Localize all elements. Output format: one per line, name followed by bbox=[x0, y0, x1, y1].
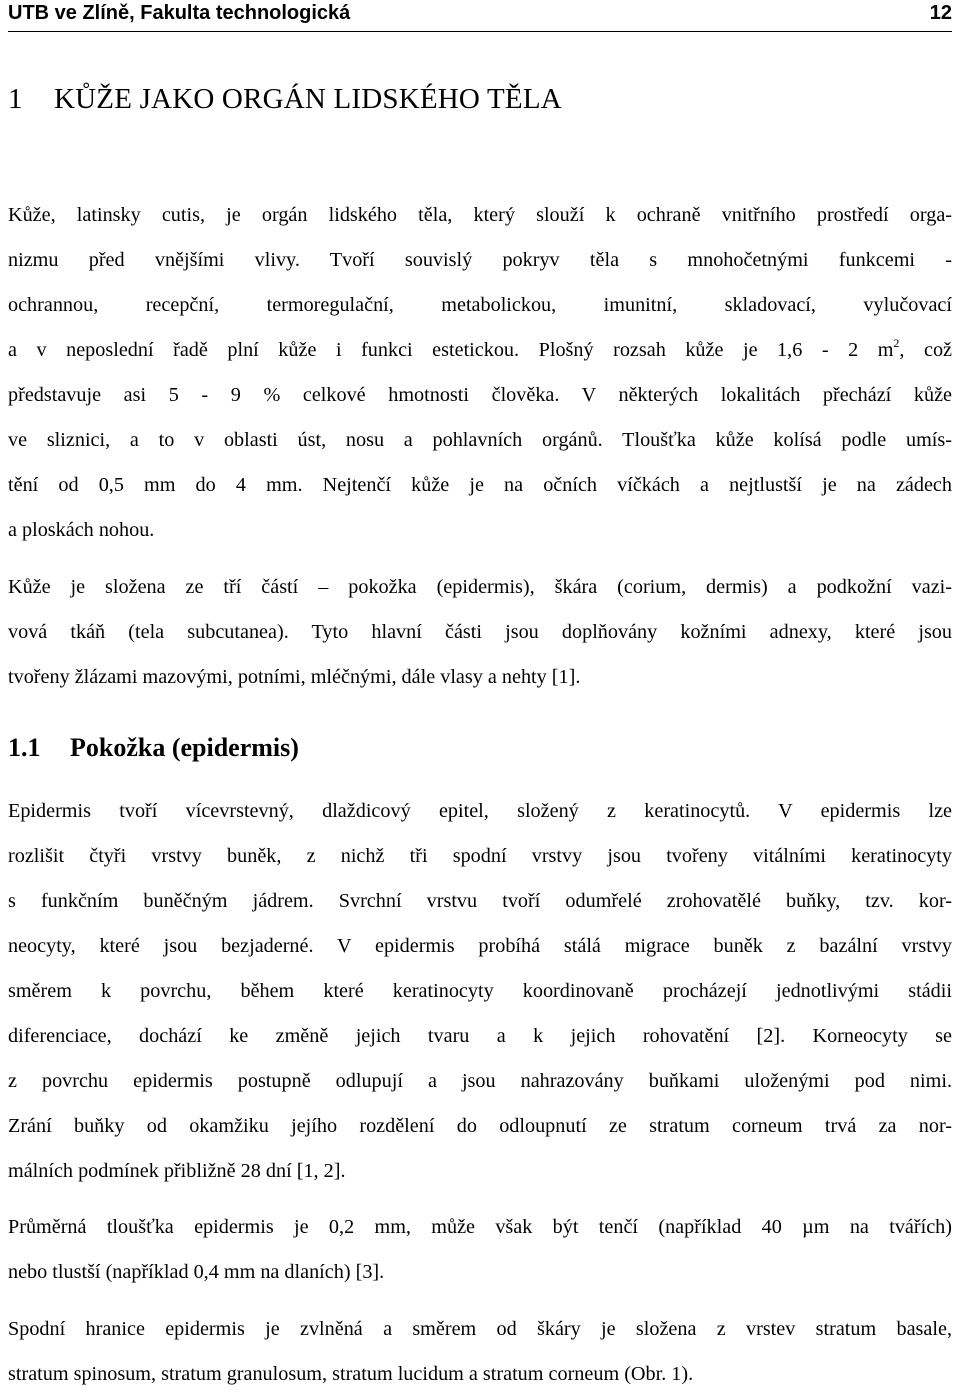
text-line: ochrannou, recepční, termoregulační, metabolickou, imunitní, skladovací, vylučovací bbox=[8, 294, 952, 316]
text-line: Průměrná tloušťka epidermis je 0,2 mm, může však být tenčí (například 40 µm na tvářích) bbox=[8, 1216, 952, 1238]
text-line-part: a v neposlední řadě plní kůže i funkci estetickou. Plošný rozsah kůže je 1,6 - 2 m bbox=[8, 339, 894, 361]
text-line: tění od 0,5 mm do 4 mm. Nejtenčí kůže je na očních víčkách a nejtlustší je na zádech bbox=[8, 474, 952, 496]
text-line-with-superscript bbox=[8, 328, 952, 373]
header-page-number: 12 bbox=[929, 2, 952, 24]
text-line: stratum spinosum, stratum granulosum, stratum lucidum a stratum corneum (Obr. 1). bbox=[8, 1363, 694, 1385]
text-line: směrem k povrchu, během které keratinocyty koordinovaně procházejí jednotlivými stádii bbox=[8, 980, 952, 1002]
text-line: tvořeny žlázami mazovými, potními, mléčnými, dále vlasy a nehty [1]. bbox=[8, 666, 581, 688]
text-line: diferenciace, dochází ke změně jejich tvaru a k jejich rohovatění [2]. Korneocyty se bbox=[8, 1025, 952, 1047]
text-line: s funkčním buněčným jádrem. Svrchní vrstvu tvoří odumřelé zrohovatělé buňky, tzv. kor- bbox=[8, 890, 952, 912]
text-line: ve sliznici, a to v oblasti úst, nosu a pohlavních orgánů. Tloušťka kůže kolísá podle umís- bbox=[8, 429, 952, 451]
paragraph-epidermis-thickness bbox=[8, 1205, 952, 1295]
text-line: Kůže, latinsky cutis, je orgán lidského těla, který slouží k ochraně vnitřního prostředí orga- bbox=[8, 204, 952, 226]
chapter-number: 1 bbox=[8, 83, 23, 115]
text-line: představuje asi 5 - 9 % celkové hmotnosti člověka. V některých lokalitách přechází kůže bbox=[8, 384, 952, 406]
text-line: nizmu před vnějšími vlivy. Tvoří souvislý pokryv těla s mnohočetnými funkcemi - bbox=[8, 249, 952, 271]
text-line: Zrání buňky od okamžiku jejího rozdělení do odloupnutí ze stratum corneum trvá za nor- bbox=[8, 1115, 952, 1137]
chapter-title: KŮŽE JAKO ORGÁN LIDSKÉHO TĚLA bbox=[54, 83, 562, 115]
header-divider bbox=[8, 31, 952, 32]
header-institution: UTB ve Zlíně, Fakulta technologická bbox=[8, 2, 351, 24]
chapter-heading bbox=[8, 80, 562, 118]
section-number: 1.1 bbox=[8, 733, 41, 762]
text-line: Spodní hranice epidermis je zvlněná a směrem od škáry je složena z vrstev stratum basale, bbox=[8, 1318, 952, 1340]
text-line: a ploskách nohou. bbox=[8, 519, 155, 541]
text-line: Kůže je složena ze tří částí – pokožka (epidermis), škára (corium, dermis) a podkožní vazi- bbox=[8, 576, 952, 598]
text-line: nebo tlustší (například 0,4 mm na dlaních) [3]. bbox=[8, 1261, 385, 1283]
text-line-part: , což bbox=[899, 339, 952, 361]
text-line: z povrchu epidermis postupně odlupují a jsou nahrazovány buňkami uloženými pod nimi. bbox=[8, 1070, 952, 1092]
paragraph-skin-layers bbox=[8, 565, 952, 700]
section-title: Pokožka (epidermis) bbox=[70, 733, 299, 762]
paragraph-epidermis-structure bbox=[8, 789, 952, 1194]
text-line: Epidermis tvoří vícevrstevný, dlaždicový epitel, složený z keratinocytů. V epidermis lze bbox=[8, 800, 952, 822]
running-header bbox=[8, 0, 952, 30]
text-line: rozlišit čtyři vrstvy buněk, z nichž tři spodní vrstvy jsou tvořeny vitálními keratinocyty bbox=[8, 845, 952, 867]
text-line: málních podmínek přibližně 28 dní [1, 2]. bbox=[8, 1160, 346, 1182]
paragraph-skin-intro bbox=[8, 193, 952, 553]
paragraph-epidermis-layers bbox=[8, 1307, 952, 1397]
text-line: vová tkáň (tela subcutanea). Tyto hlavní části jsou doplňovány kožními adnexy, které jsou bbox=[8, 621, 952, 643]
section-heading bbox=[8, 730, 299, 766]
text-line: neocyty, které jsou bezjaderné. V epidermis probíhá stálá migrace buněk z bazální vrstvy bbox=[8, 935, 952, 957]
superscript-exponent: 2 bbox=[893, 336, 900, 350]
